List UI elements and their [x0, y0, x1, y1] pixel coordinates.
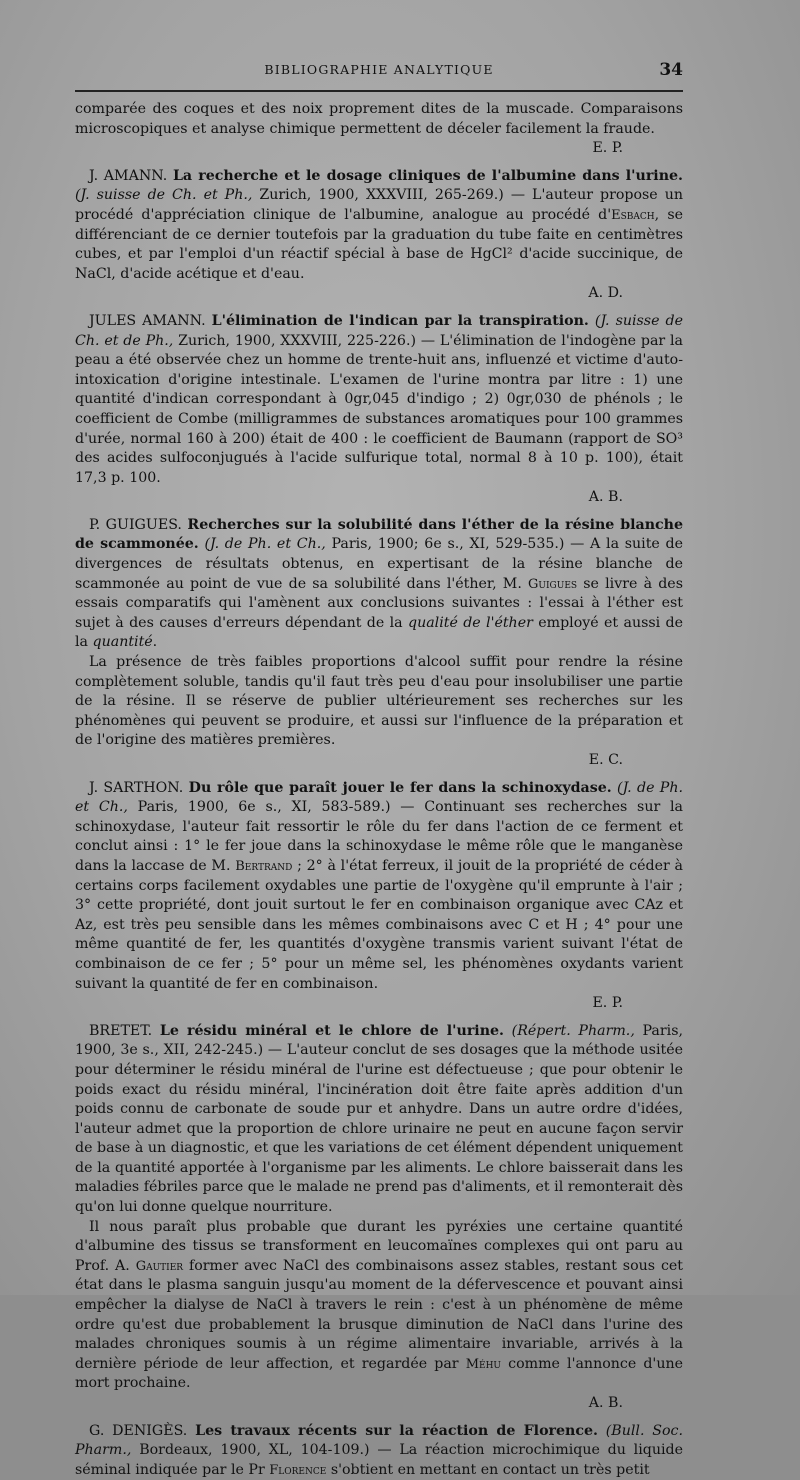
entry-reference-details: Bordeaux, 1900, XL, 104-109.)	[131, 1442, 370, 1459]
entry-amann-albumine	[75, 167, 683, 304]
entry-title: La recherche et le dosage cliniques de l'albumine dans l'urine.	[172, 167, 683, 184]
cited-name: Esbach	[611, 207, 655, 223]
cited-name: Gautier	[135, 1258, 184, 1274]
entry-title: Les travaux récents sur la réaction de Florence.	[195, 1422, 598, 1439]
entry-amann-indican	[75, 312, 683, 508]
entry-signature: E. C.	[588, 752, 623, 768]
emphasis: qualité de l'éther	[407, 614, 533, 631]
entry-text: Il nous paraît plus probable que durant les pyréxies une certaine quantité d'albumine des tissus se transforment en leucomaïnes complexes qui ont paru au Prof. A.	[75, 1218, 683, 1274]
entry-title: Recherches sur la solubilité dans l'éther de la résine blanche de scammonée.	[75, 516, 684, 553]
entry-reference-details: Paris, 1900, 6e s., XI, 583-589.)	[127, 799, 391, 816]
entry-text: .	[152, 634, 158, 651]
entry-text: , se différenciant de ce dernier toutefois par la graduation du tube faite en centimètres cubes, et par l'emploi d'un réactif spécial à base de HgCl² d'acide succinique, de NaCl, d'acide acétique et d'eau.	[75, 206, 683, 282]
cited-name: Bertrand	[235, 858, 293, 874]
entry-bretet	[75, 1022, 683, 1414]
entry-reference: (J. de Ph. et Ch.,	[204, 536, 326, 553]
header-rule	[75, 90, 683, 92]
entry-title: Du rôle que paraît jouer le fer dans la schinoxydase.	[188, 779, 612, 796]
page-number: 34	[659, 60, 683, 80]
entry-title: L'élimination de l'indican par la transpiration.	[211, 312, 589, 329]
entry-signature: E. P.	[592, 995, 623, 1012]
entry-author: P. GUIGUES.	[89, 516, 182, 533]
entry-sarthon	[75, 779, 683, 1014]
entry-guigues	[75, 516, 683, 771]
entry-text: se livre à des essais comparatifs qui l'amènent aux conclusions suivantes : l'essai à l'éther est sujet à des causes d'erreurs dépendant de la	[75, 575, 683, 631]
entry-text: comparée des coques et des noix proprement dites de la muscade. Comparaisons microscopiques et analyse chimique permettent de déceler facilement la fraude.	[75, 101, 683, 137]
entry-paragraph	[75, 1422, 683, 1480]
entry-text: — A la suite de divergences de résultats obtenus, en expertisant de la résine blanche de scammonée au point de vue de sa solubilité dans l'éther, M.	[75, 536, 684, 592]
entry-reference: (J. suisse de Ch. et de Ph.,	[75, 312, 683, 349]
entry-reference-details: Paris, 1900, 3e s., XII, 242-245.)	[75, 1022, 683, 1059]
page-header	[75, 60, 683, 86]
entry-reference-details: Zurich, 1900, XXXVIII, 225-226.)	[173, 332, 416, 349]
entry-author: G. DENIGÈS.	[89, 1422, 188, 1439]
entry-text: — L'auteur conclut de ses dosages que la méthode usitée pour déterminer le résidu minéral de l'urine est défectueuse ; que pour obtenir le poids exact du résidu minéral, l'incinération doit être faite après addition d'un poids connu de carbonate de soude pur et anhydre. Dans un autre ordre d'idées, l'auteur admet que la proportion de chlore urinaire ne peut en aucune façon servir de base à un diagnostic, et que les variations de cet élément dépendent uniquement de la quantité apportée à l'organisme par les aliments. Le chlore baisserait dans les maladies fébriles parce que le malade ne prend pas d'aliments, et il remonterait dès qu'on lui donne quelque nourriture.	[75, 1042, 683, 1216]
entry-text: — Continuant ses recherches sur la schinoxydase, l'auteur fait ressortir le rôle du fer dans l'action de ce ferment et conclut ainsi : 1° le fer joue dans la schinoxydase le même rôle que le manganèse dans la laccase de M.	[75, 799, 683, 874]
entry-reference: (J. de Ph. et Ch.,	[75, 779, 683, 816]
running-title: BIBLIOGRAPHIE ANALYTIQUE	[264, 62, 494, 77]
entry-author: J. SARTHON.	[89, 779, 184, 796]
entry-text: — L'élimination de l'indogène par la peau a été observée chez un homme de trente-huit ans, influenzé et victime d'auto-intoxication d'origine intestinale. L'examen de l'urine montra par litre : 1) une quantité d'indican correspondant à 0gr,045 d'indigo ; 2) 0gr,030 de phénols ; le coefficient de Combe (milligrammes de substances aromatiques pour 100 grammes d'urée, normal 160 à 200) était de 400 : le coefficient de Baumann (rapport de SO³ des acides sulfoconjugués à l'acide sulfurique total, normal 8 à 10 p. 100), était 17,3 p. 100.	[75, 332, 684, 486]
entry-reference: (J. suisse de Ch. et Ph.,	[75, 187, 253, 204]
entry-text: comme l'annonce d'une mort prochaine.	[75, 1355, 683, 1392]
entry-author: BRETET.	[89, 1022, 153, 1039]
entry-reference: (Répert. Pharm.,	[511, 1022, 635, 1039]
entry-deniges	[75, 1422, 683, 1480]
cited-name: Guigues	[528, 576, 578, 592]
entry-signature: E. P.	[592, 140, 623, 157]
entry-text: ; 2° à l'état ferreux, il jouit de la propriété de céder à certains corps facilement oxydables une partie de l'oxygène qu'il emprunte à l'air ; 3° cette propriété, dont jouit surtout le fer en combinaison organique avec CAz et Az, est très peu sensible dans les mêmes combinaisons avec C et H ; 4° pour une même quantité de fer, les quantités d'oxygène transmis varient suivant l'état de combinaison de ce fer ; 5° pour un même sel, les phénomènes oxydants varient suivant la quantité de fer en combinaison.	[75, 857, 683, 992]
entry-title: Le résidu minéral et le chlore de l'urine.	[159, 1022, 504, 1039]
entry-reference: (Bull. Soc. Pharm.,	[75, 1422, 683, 1459]
entry-text: — La réaction microchimique du liquide séminal indiquée par le Pr	[75, 1442, 683, 1478]
cited-name: Florence	[269, 1462, 327, 1478]
entry-intro	[75, 100, 683, 159]
entry-text: — L'auteur propose un procédé d'appréciation clinique de l'albumine, analogue au procédé d'	[75, 187, 683, 223]
page-body	[75, 100, 683, 1480]
entry-text: s'obtient en mettant en contact un très petit	[326, 1461, 650, 1478]
entry-reference-details: Zurich, 1900, XXXVIII, 265-269.)	[252, 187, 504, 204]
entry-text: employé et aussi de la	[75, 614, 684, 651]
entry-paragraph	[75, 1022, 683, 1218]
cited-name: Méhu	[465, 1356, 502, 1372]
entry-reference-details: Paris, 1900; 6e s., XI, 529-535.)	[325, 536, 565, 553]
entry-paragraph	[75, 167, 683, 285]
entry-paragraph	[75, 516, 683, 653]
entry-text: former avec NaCl des combinaisons assez stables, restant sous cet état dans le plasma sanguin jusqu'au moment de la défervescence et pouvant ainsi empêcher la dialyse de NaCl à travers le rein : c'est à un phénomène de même ordre qu'est due probablement la brusque diminution de NaCl dans l'urine des malades chroniques soumis à un régime alimentaire invariable, arrivés à la dernière période de leur affection, et regardée par	[75, 1257, 683, 1372]
entry-author: J. AMANN.	[89, 167, 168, 184]
emphasis: quantité	[92, 634, 153, 651]
entry-signature: A. B.	[588, 1395, 623, 1411]
entry-paragraph	[75, 779, 683, 995]
entry-signature: A. B.	[588, 489, 623, 506]
entry-paragraph	[75, 1218, 683, 1394]
entry-signature: A. D.	[588, 285, 623, 302]
entry-paragraph: La présence de très faibles proportions d'alcool suffit pour rendre la résine complètement soluble, tandis qu'il faut très peu d'eau pour insolubiliser une partie de la résine. Il se réserve de publier ultérieurement ses recherches sur les phénomènes qui peuvent se produire, et aussi sur l'influence de la préparation et de l'origine des matières premières.	[75, 654, 683, 749]
entry-author: JULES AMANN.	[89, 312, 206, 329]
entry-paragraph	[75, 312, 683, 488]
